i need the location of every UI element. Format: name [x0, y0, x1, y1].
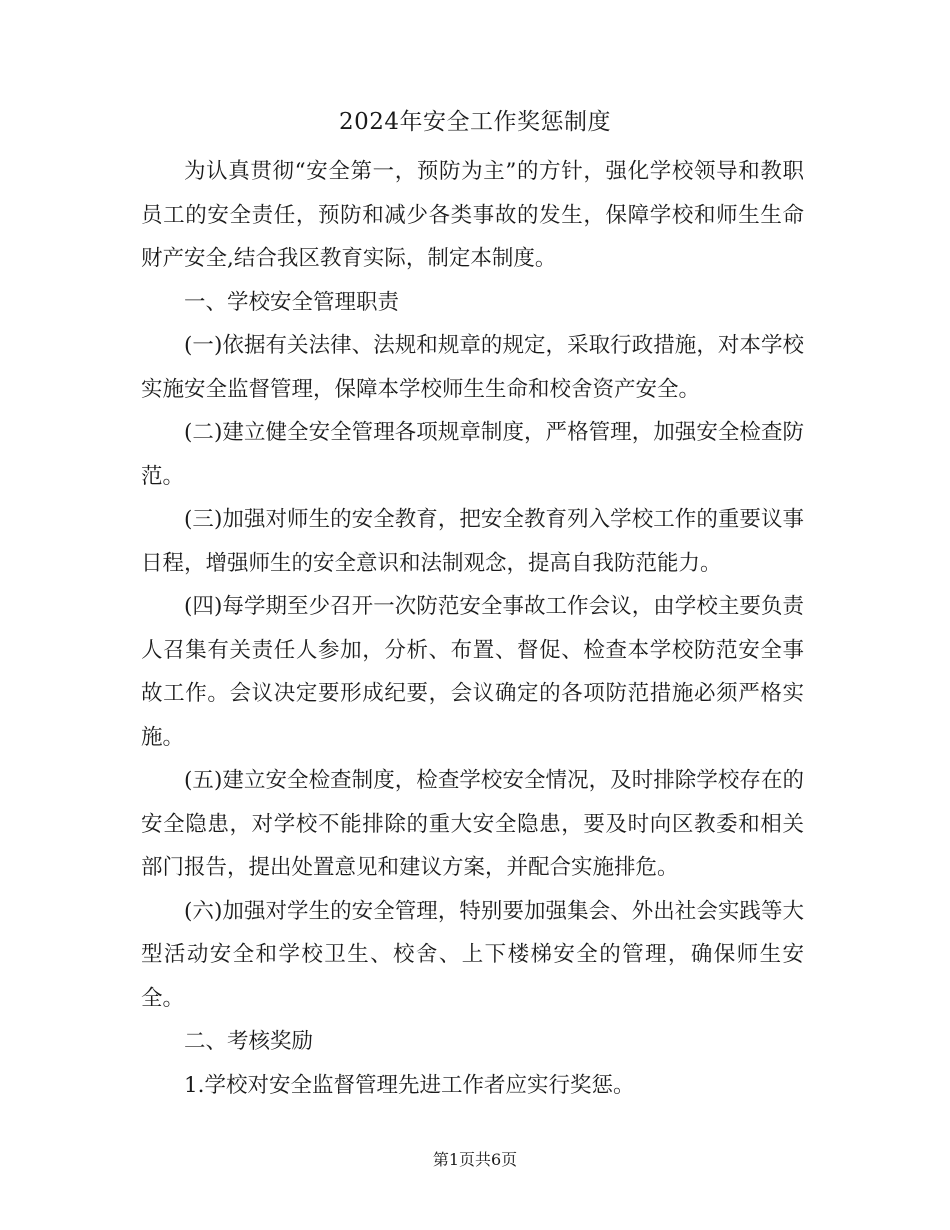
- section-heading-2: 二、考核奖励: [184, 1029, 314, 1054]
- section1-item-6: (六)加强对学生的安全管理，特别要加强集会、外出社会实践等大型活动安全和学校卫生、校舍、上下楼梯安全的管理，确保师生安全。: [141, 898, 804, 1011]
- section1-item-2: (二)建立健全安全管理各项规章制度，严格管理，加强安全检查防范。: [141, 420, 804, 489]
- section1-item-3: (三)加强对师生的安全教育，把安全教育列入学校工作的重要议事日程，增强师生的安全意识和法制观念，提高自我防范能力。: [141, 507, 804, 576]
- document-title: 2024年安全工作奖惩制度: [338, 109, 612, 135]
- section1-item-1: (一)依据有关法律、法规和规章的规定，采取行政措施，对本学校实施安全监督管理，保障本学校师生生命和校舍资产安全。: [141, 333, 804, 402]
- document-body: [141, 150, 804, 1107]
- intro-paragraph: 为认真贯彻“安全第一，预防为主”的方针，强化学校领导和教职员工的安全责任，预防和减少各类事故的发生，保障学校和师生生命财产安全,结合我区教育实际，制定本制度。: [141, 159, 804, 271]
- section1-item-4: (四)每学期至少召开一次防范安全事故工作会议，由学校主要负责人召集有关责任人参加，分析、布置、督促、检查本学校防范安全事故工作。会议决定要形成纪要，会议确定的各项防范措施必须严格实施。: [141, 594, 804, 750]
- section1-item-5: (五)建立安全检查制度，检查学校安全情况，及时排除学校存在的安全隐患，对学校不能排除的重大安全隐患，要及时向区教委和相关部门报告，提出处置意见和建议方案，并配合实施排危。: [141, 768, 804, 880]
- section-heading-1: 一、学校安全管理职责: [184, 289, 400, 315]
- section2-item-1: 1.学校对安全监督管理先进工作者应实行奖惩。: [184, 1072, 635, 1098]
- page-number: 第1页共6页: [432, 1150, 518, 1169]
